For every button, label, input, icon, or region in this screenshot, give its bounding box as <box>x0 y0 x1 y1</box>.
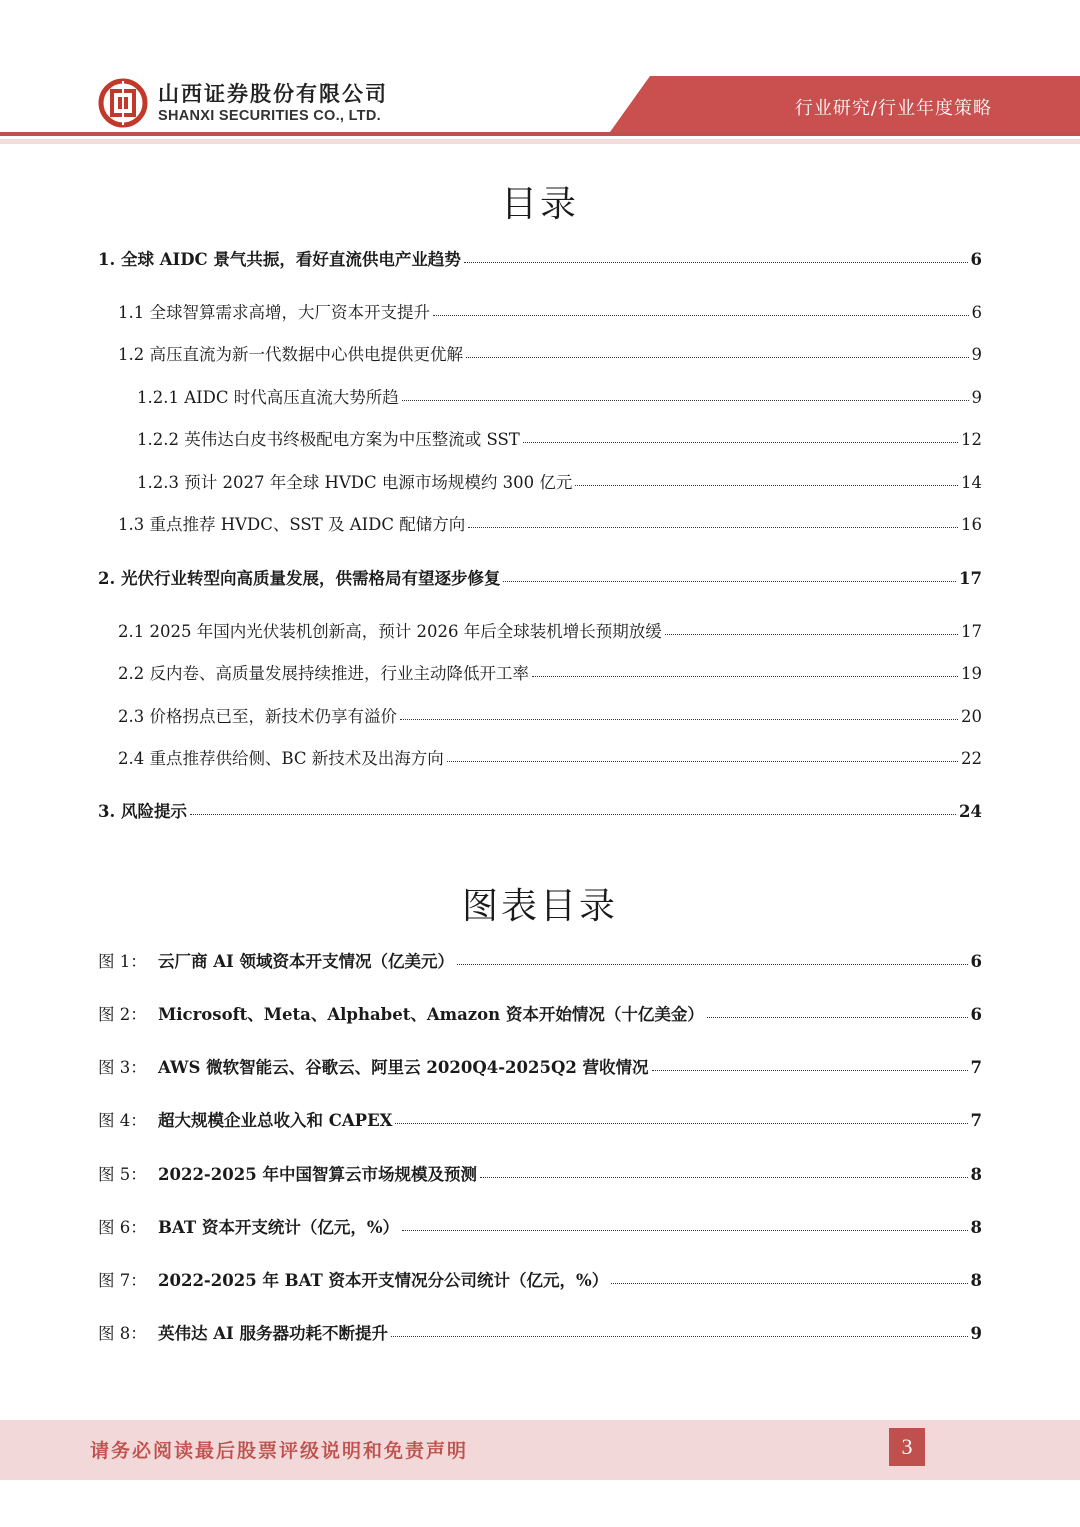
toc-entry-page: 12 <box>961 430 982 449</box>
leader-dots <box>707 1003 968 1018</box>
figure-entry[interactable] <box>98 1217 982 1239</box>
leader-dots <box>457 950 968 965</box>
leader-dots <box>391 1322 968 1337</box>
leader-dots <box>480 1163 968 1178</box>
leader-dots <box>190 800 956 815</box>
toc-entry[interactable] <box>118 663 982 685</box>
leader-dots <box>575 471 958 486</box>
leader-dots <box>665 620 958 635</box>
figure-page: 6 <box>970 1005 982 1024</box>
toc-entry-text: 2.3 价格拐点已至，新技术仍享有溢价 <box>118 707 397 726</box>
figure-caption: BAT 资本开支统计（亿元，%） <box>158 1218 400 1237</box>
figure-entry[interactable] <box>98 1164 982 1186</box>
toc-entry-text: 1.2 高压直流为新一代数据中心供电提供更优解 <box>118 345 463 364</box>
toc-entry-text: 3. 风险提示 <box>98 802 187 821</box>
toc-entry-page: 6 <box>970 250 982 269</box>
leader-dots <box>468 513 958 528</box>
disclaimer-notice[interactable]: 请务必阅读最后股票评级说明和免责声明 <box>90 1440 469 1462</box>
figure-entry[interactable] <box>98 1323 982 1345</box>
leader-dots <box>503 567 956 582</box>
figure-entry[interactable] <box>98 1270 982 1292</box>
company-name-en: SHANXI SECURITIES CO., LTD. <box>158 108 381 124</box>
figure-page: 7 <box>970 1111 982 1130</box>
toc-entry[interactable] <box>118 302 982 324</box>
toc-entry[interactable] <box>118 621 982 643</box>
figure-label: 图 2： <box>98 1005 147 1024</box>
report-category: 行业研究/行业年度策略 <box>794 98 992 119</box>
toc-entry-page: 16 <box>961 515 982 534</box>
toc-entry-text: 2.2 反内卷、高质量发展持续推进，行业主动降低开工率 <box>118 664 529 683</box>
toc-entry-page: 17 <box>961 622 982 641</box>
toc-entry-page: 9 <box>971 388 982 407</box>
figure-label: 图 5： <box>98 1165 147 1184</box>
figure-caption: 2022-2025 年 BAT 资本开支情况分公司统计（亿元，%） <box>158 1271 609 1290</box>
figure-caption: 云厂商 AI 领域资本开支情况（亿美元） <box>158 952 455 971</box>
page-number: 3 <box>889 1428 925 1466</box>
toc-entry[interactable] <box>137 472 982 494</box>
leader-dots <box>523 428 958 443</box>
leader-dots <box>466 343 969 358</box>
toc-entry-text: 2.1 2025 年国内光伏装机创新高，预计 2026 年后全球装机增长预期放缓 <box>118 622 662 641</box>
leader-dots <box>532 662 958 677</box>
figure-entry[interactable] <box>98 1057 982 1079</box>
toc-entry-page: 20 <box>961 707 982 726</box>
toc-entry-page: 6 <box>971 303 982 322</box>
figure-label: 图 7： <box>98 1271 147 1290</box>
toc-entry-page: 14 <box>961 473 982 492</box>
leader-dots <box>611 1269 967 1284</box>
figure-label: 图 4： <box>98 1111 147 1130</box>
toc-entry-text: 1.2.2 英伟达白皮书终极配电方案为中压整流或 SST <box>137 430 520 449</box>
toc-entry-text: 2. 光伏行业转型向高质量发展，供需格局有望逐步修复 <box>98 569 501 588</box>
toc-entry-page: 24 <box>959 802 982 821</box>
figure-entry[interactable] <box>98 951 982 973</box>
toc-entry[interactable] <box>118 514 982 536</box>
header-rule-light <box>0 139 1080 144</box>
toc-entry-page: 17 <box>959 569 982 588</box>
company-logo <box>98 78 388 128</box>
leader-dots <box>402 386 969 401</box>
toc-entry-page: 19 <box>961 664 982 683</box>
leader-dots <box>447 747 958 762</box>
toc-entry[interactable] <box>137 429 982 451</box>
toc-entry-page: 9 <box>971 345 982 364</box>
toc-entry[interactable] <box>98 801 982 823</box>
leader-dots <box>400 705 958 720</box>
figure-caption: 2022-2025 年中国智算云市场规模及预测 <box>158 1165 477 1184</box>
toc-entry[interactable] <box>98 249 982 271</box>
figure-page: 8 <box>970 1218 982 1237</box>
toc-entry-text: 1. 全球 AIDC 景气共振，看好直流供电产业趋势 <box>98 250 461 269</box>
figure-page: 8 <box>970 1165 982 1184</box>
toc-entry[interactable] <box>118 706 982 728</box>
figure-page: 6 <box>970 952 982 971</box>
figure-caption: 超大规模企业总收入和 CAPEX <box>158 1111 393 1130</box>
toc-title: 目录 <box>500 184 579 225</box>
figure-label: 图 8： <box>98 1324 147 1343</box>
figure-entry[interactable] <box>98 1004 982 1026</box>
toc-entry-text: 2.4 重点推荐供给侧、BC 新技术及出海方向 <box>118 749 444 768</box>
figure-page: 8 <box>970 1271 982 1290</box>
figure-caption: 英伟达 AI 服务器功耗不断提升 <box>158 1324 389 1343</box>
figure-label: 图 3： <box>98 1058 147 1077</box>
company-logo-icon <box>98 78 148 128</box>
figure-caption: Microsoft、Meta、Alphabet、Amazon 资本开始情况（十亿美金） <box>158 1005 704 1024</box>
toc-entry[interactable] <box>137 387 982 409</box>
figure-page: 7 <box>970 1058 982 1077</box>
toc-entry-text: 1.2.3 预计 2027 年全球 HVDC 电源市场规模约 300 亿元 <box>137 473 573 492</box>
toc-entry-text: 1.1 全球智算需求高增，大厂资本开支提升 <box>118 303 430 322</box>
toc-entry-text: 1.2.1 AIDC 时代高压直流大势所趋 <box>137 388 399 407</box>
figure-list-title: 图表目录 <box>461 886 618 927</box>
toc-entry[interactable] <box>118 748 982 770</box>
header-rule <box>0 132 1080 136</box>
figure-page: 9 <box>970 1324 982 1343</box>
toc-entry[interactable] <box>118 344 982 366</box>
toc-entry-text: 1.3 重点推荐 HVDC、SST 及 AIDC 配储方向 <box>118 515 466 534</box>
toc-entry[interactable] <box>98 568 982 590</box>
figure-caption: AWS 微软智能云、谷歌云、阿里云 2020Q4-2025Q2 营收情况 <box>158 1058 649 1077</box>
leader-dots <box>464 248 968 263</box>
figure-label: 图 6： <box>98 1218 147 1237</box>
leader-dots <box>652 1056 968 1071</box>
leader-dots <box>402 1216 967 1231</box>
page-header <box>0 0 1080 150</box>
figure-label: 图 1： <box>98 952 147 971</box>
company-name-cn: 山西证券股份有限公司 <box>158 82 388 106</box>
leader-dots <box>433 301 969 316</box>
leader-dots <box>395 1109 967 1124</box>
figure-entry[interactable] <box>98 1110 982 1132</box>
toc-entry-page: 22 <box>961 749 982 768</box>
